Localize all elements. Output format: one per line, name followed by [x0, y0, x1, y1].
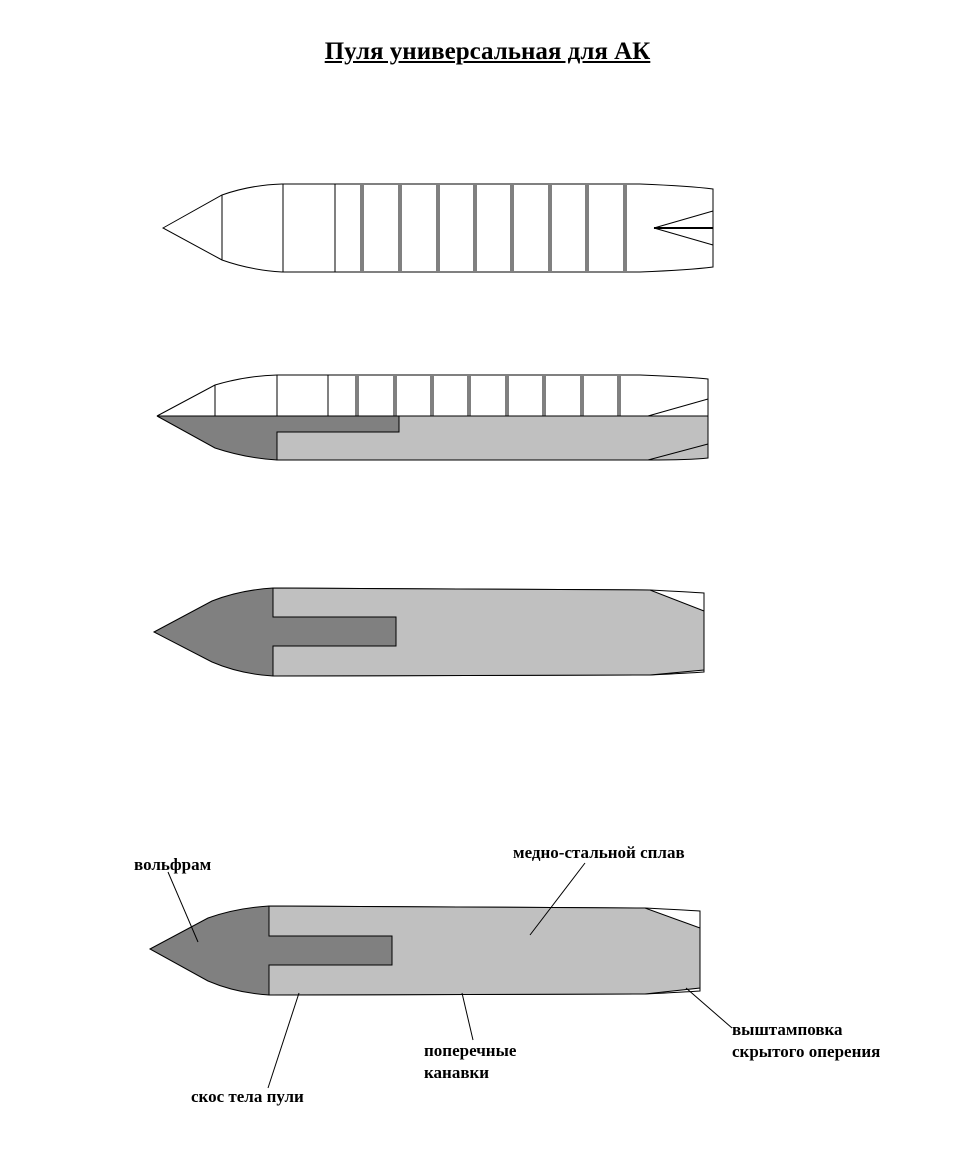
groove — [436, 184, 440, 272]
label-fin-line1: выштамповка — [732, 1020, 843, 1039]
groove — [548, 184, 552, 272]
label-grooves-line2: канавки — [424, 1063, 490, 1082]
leader-grooves — [462, 993, 473, 1040]
groove — [398, 184, 402, 272]
groove — [510, 184, 514, 272]
label-body-bevel: скос тела пули — [191, 1087, 304, 1106]
bullet-exterior-view — [163, 184, 713, 272]
groove — [585, 184, 589, 272]
bullet-full-section-view — [154, 588, 704, 676]
leader-fin — [686, 988, 732, 1028]
bullet-half-section-view — [157, 375, 708, 460]
groove — [623, 184, 627, 272]
label-fin-line2: скрытого оперения — [732, 1042, 881, 1061]
leader-bevel — [268, 993, 299, 1088]
groove — [360, 184, 364, 272]
label-alloy: медно-стальной сплав — [513, 843, 685, 862]
label-grooves-line1: поперечные — [424, 1041, 517, 1060]
label-tungsten: вольфрам — [134, 855, 212, 874]
groove — [473, 184, 477, 272]
bullet-annotated-view — [150, 906, 700, 995]
label-grooves — [424, 1040, 516, 1084]
page-title: Пуля универсальная для АК — [324, 38, 651, 65]
label-fin-stamp — [732, 1019, 880, 1063]
